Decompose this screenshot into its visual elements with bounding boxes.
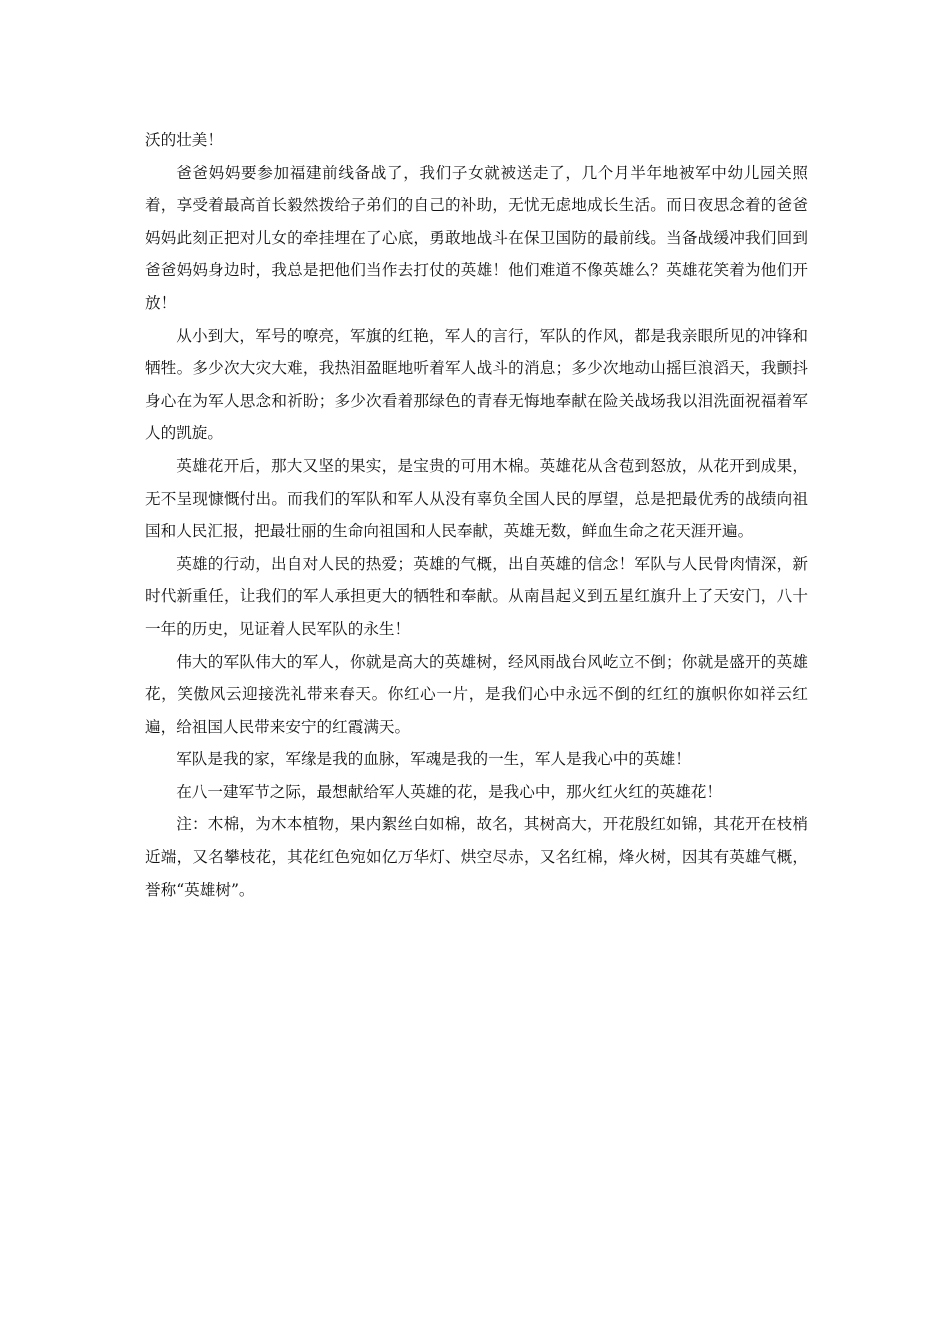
paragraph-1: 沃的壮美！: [145, 131, 223, 149]
paragraph-5: 英雄的行动，出自对人民的热爱；英雄的气概，出自英雄的信念！军队与人民骨肉情深，新时代新重任，让我们的军人承担更大的牺牲和奉献。从南昌起义到五星红旗升上了天安门，八十一年的历史，见证着人民军队的永生！: [145, 554, 808, 638]
paragraph-8: 在八一建军节之际，最想献给军人英雄的花，是我心中，那火红火红的英雄花！: [176, 782, 722, 801]
document-body: [145, 124, 808, 906]
paragraph-7: 军队是我的家，军缘是我的血脉，军魂是我的一生，军人是我心中的英雄！: [176, 750, 691, 769]
paragraph-9-note: 注：木棉，为木本植物，果内絮丝白如棉，故名，其树高大，开花殷红如锦，其花开在枝梢近端，又名攀枝花，其花红色宛如亿万华灯、烘空尽赤，又名红棉，烽火树，因其有英雄气概，誉称“英雄树”。: [145, 815, 808, 899]
paragraph-3: 从小到大，军号的嘹亮，军旗的红艳，军人的言行，军队的作风，都是我亲眼所见的冲锋和牺牲。多少次大灾大难，我热泪盈眶地听着军人战斗的消息；多少次地动山摇巨浪滔天，我颤抖身心在为军人思念和祈盼；多少次看着那绿色的青春无悔地奉献在险关战场我以泪洗面祝福着军人的凯旋。: [145, 326, 808, 443]
paragraph-6: 伟大的军队伟大的军人，你就是高大的英雄树，经风雨战台风屹立不倒；你就是盛开的英雄花，笑傲风云迎接洗礼带来春天。你红心一片，是我们心中永远不倒的红红的旗帜你如祥云红遍，给祖国人民带来安宁的红霞满天。: [145, 652, 808, 736]
paragraph-4: 英雄花开后，那大又坚的果实，是宝贵的可用木棉。英雄花从含苞到怒放，从花开到成果，无不呈现慷慨付出。而我们的军队和军人从没有辜负全国人民的厚望，总是把最优秀的战绩向祖国和人民汇报，把最壮丽的生命向祖国和人民奉献，英雄无数，鲜血生命之花天涯开遍。: [145, 456, 808, 541]
paragraph-2: 爸爸妈妈要参加福建前线备战了，我们子女就被送走了，几个月半年地被军中幼儿园关照着，享受着最高首长毅然拨给子弟们的自己的补助，无忧无虑地成长生活。而日夜思念着的爸爸妈妈此刻正把对儿女的牵挂埋在了心底，勇敢地战斗在保卫国防的最前线。当备战缓冲我们回到爸爸妈妈身边时，我总是把他们当作去打仗的英雄！他们难道不像英雄么？英雄花笑着为他们开放！: [145, 163, 808, 312]
